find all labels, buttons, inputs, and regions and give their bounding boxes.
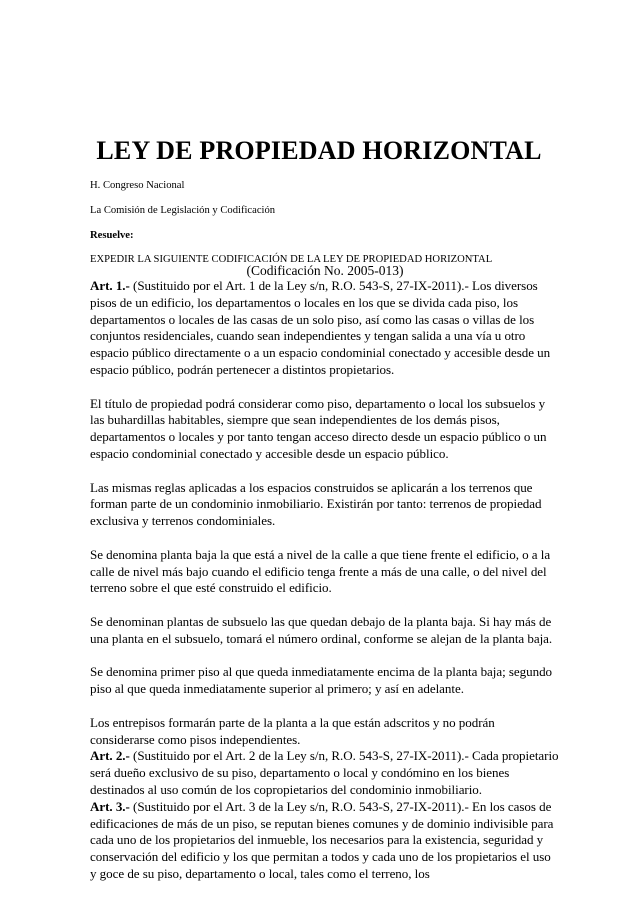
article-3-label: Art. 3.- — [90, 798, 130, 814]
document-body — [90, 278, 560, 883]
paragraph-entrepisos: Los entrepisos formarán parte de la planta a la que están adscritos y no podrán considerarse como pisos independientes. — [90, 714, 495, 747]
article-3-text: (Sustituido por el Art. 3 de la Ley s/n, R.O. 543-S, 27-IX-2011).- En los casos de edificaciones de más de un piso, se reputan bienes comunes y de dominio indivisible para cada uno de los propietarios del inmueble, los necesarios para la existencia, seguridad y conservación del edificio y los que permitan a todos y cada uno de los propietarios el uso y goce de su piso, departamento o local, tales como el terreno, los — [90, 798, 554, 881]
codification-number: (Codificación No. 2005-013) — [246, 263, 404, 278]
paragraph-planta-baja: Se denomina planta baja la que está a nivel de la calle a que tiene frente el edificio, o a la calle de nivel más bajo cuando el edificio tenga frente a más de una calle, o del nivel del terreno sobre el que esté construido el edificio. — [90, 546, 551, 596]
article-1-text: (Sustituido por el Art. 1 de la Ley s/n, R.O. 543-S, 27-IX-2011).- Los diversos pisos de un edificio, los departamentos o locales en los que se divida cada piso, los departamentos o locales de las casas de un solo piso, así como las casas o villas de los conjuntos residenciales, cuando sean independientes y tengan salida a una vía u otro espacio público directamente o a un espacio condominial conectado y accesible desde un espacio público, podrán pertenecer a distintos propietarios. — [90, 278, 551, 377]
article-1-paragraph — [90, 278, 560, 379]
article-2-paragraph — [90, 748, 560, 798]
commission-line: La Comisión de Legislación y Codificación — [90, 205, 276, 216]
article-1-label: Art. 1.- — [90, 278, 130, 293]
paragraph-titulo-propiedad: El título de propiedad podrá considerar como piso, departamento o local los subsuelos y las buhardillas habitables, siempre que sean independientes de los demás pisos, departamentos o locales y por tanto tengan acceso directo desde un espacio público o un espacio condominial conectado y accesible desde un espacio público. — [90, 395, 547, 461]
article-2-text: (Sustituido por el Art. 2 de la Ley s/n, R.O. 543-S, 27-IX-2011).- Cada propietario será dueño exclusivo de su piso, departamento o local y condómino en los bienes destinados al uso común de los copropietarios del condominio inmobiliario. — [90, 748, 559, 797]
issuer-line: H. Congreso Nacional — [90, 180, 185, 191]
expedir-line: EXPEDIR LA SIGUIENTE CODIFICACIÓN DE LA LEY DE PROPIEDAD HORIZONTAL — [90, 254, 493, 265]
article-2-label: Art. 2.- — [90, 748, 130, 764]
paragraph-primer-piso: Se denomina primer piso al que queda inmediatamente encima de la planta baja; segundo piso al que queda inmediatamente superior al primero; y así en adelante. — [90, 664, 553, 697]
document-title: LEY DE PROPIEDAD HORIZONTAL — [96, 136, 542, 165]
paragraph-subsuelo: Se denominan plantas de subsuelo las que quedan debajo de la planta baja. Si hay más de una planta en el subsuelo, tomará el número ordinal, conforme se alejan de la planta baja. — [90, 613, 553, 646]
article-3-paragraph — [90, 799, 560, 883]
paragraph-terrenos: Las mismas reglas aplicadas a los espacios construidos se aplicarán a los terrenos que forman parte de un condominio inmobiliario. Existirán por tanto: terrenos de propiedad exclusiva y terrenos condominiales. — [90, 479, 542, 529]
resolves-line: Resuelve: — [90, 230, 134, 241]
